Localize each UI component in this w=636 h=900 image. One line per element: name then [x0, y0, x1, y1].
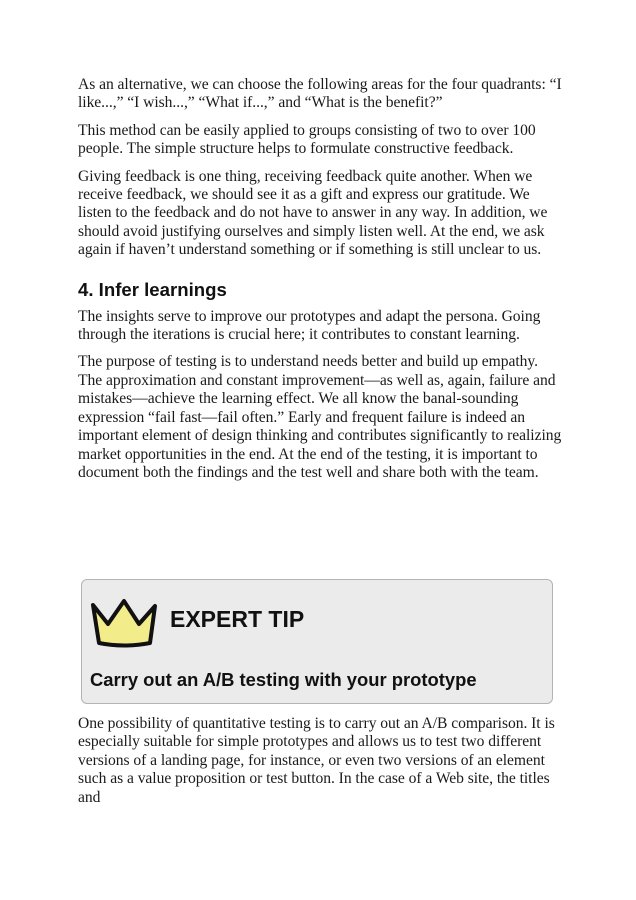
body-text-continued [78, 715, 562, 816]
crown-icon [88, 596, 160, 648]
body-text [78, 76, 562, 491]
section-heading: 4. Infer learnings [78, 278, 227, 300]
paragraph-method: This method can be easily applied to groups consisting of two to over 100 people. The simple structure helps to formulate constructive feedback. [78, 121, 536, 158]
paragraph-purpose-of-testing: The purpose of testing is to understand needs better and build up empathy. The approximation and constant improvement—as well as, again, failure and mistakes—achieve the learning effect. We all know the banal-sounding expression “fail fast—fail often.” Early and frequent failure is indeed an important element of design thinking and contributes significantly to realizing market opportunities in the end. At the end of the testing, it is important to document both the findings and the test well and share both with the team. [78, 353, 562, 481]
paragraph-insights: The insights serve to improve our prototypes and adapt the persona. Going through the iterations is crucial here; it contributes to constant learning. [78, 307, 541, 344]
expert-tip-heading: EXPERT TIP [170, 606, 305, 632]
expert-tip-title: Carry out an A/B testing with your prototype [90, 669, 477, 690]
expert-tip-box [81, 579, 553, 704]
paragraph-ab-testing: One possibility of quantitative testing is to carry out an A/B comparison. It is especially suitable for simple prototypes and allows us to test two different versions of a landing page, for instance, or even two versions of an element such as a value proposition or test button. In the case of a Web site, the titles and [78, 715, 555, 806]
paragraph-quadrants: As an alternative, we can choose the following areas for the four quadrants: “I like...,” “I wish...,” “What if...,” and “What is the benefit?” [78, 76, 562, 112]
paragraph-receiving-feedback: Giving feedback is one thing, receiving feedback quite another. When we receive feedback, we should see it as a gift and express our gratitude. We listen to the feedback and do not have to answer in any way. In addition, we should avoid justifying ourselves and simply listen well. At the end, we ask again if haven’t understand something or if something is still unclear to us. [78, 167, 548, 259]
